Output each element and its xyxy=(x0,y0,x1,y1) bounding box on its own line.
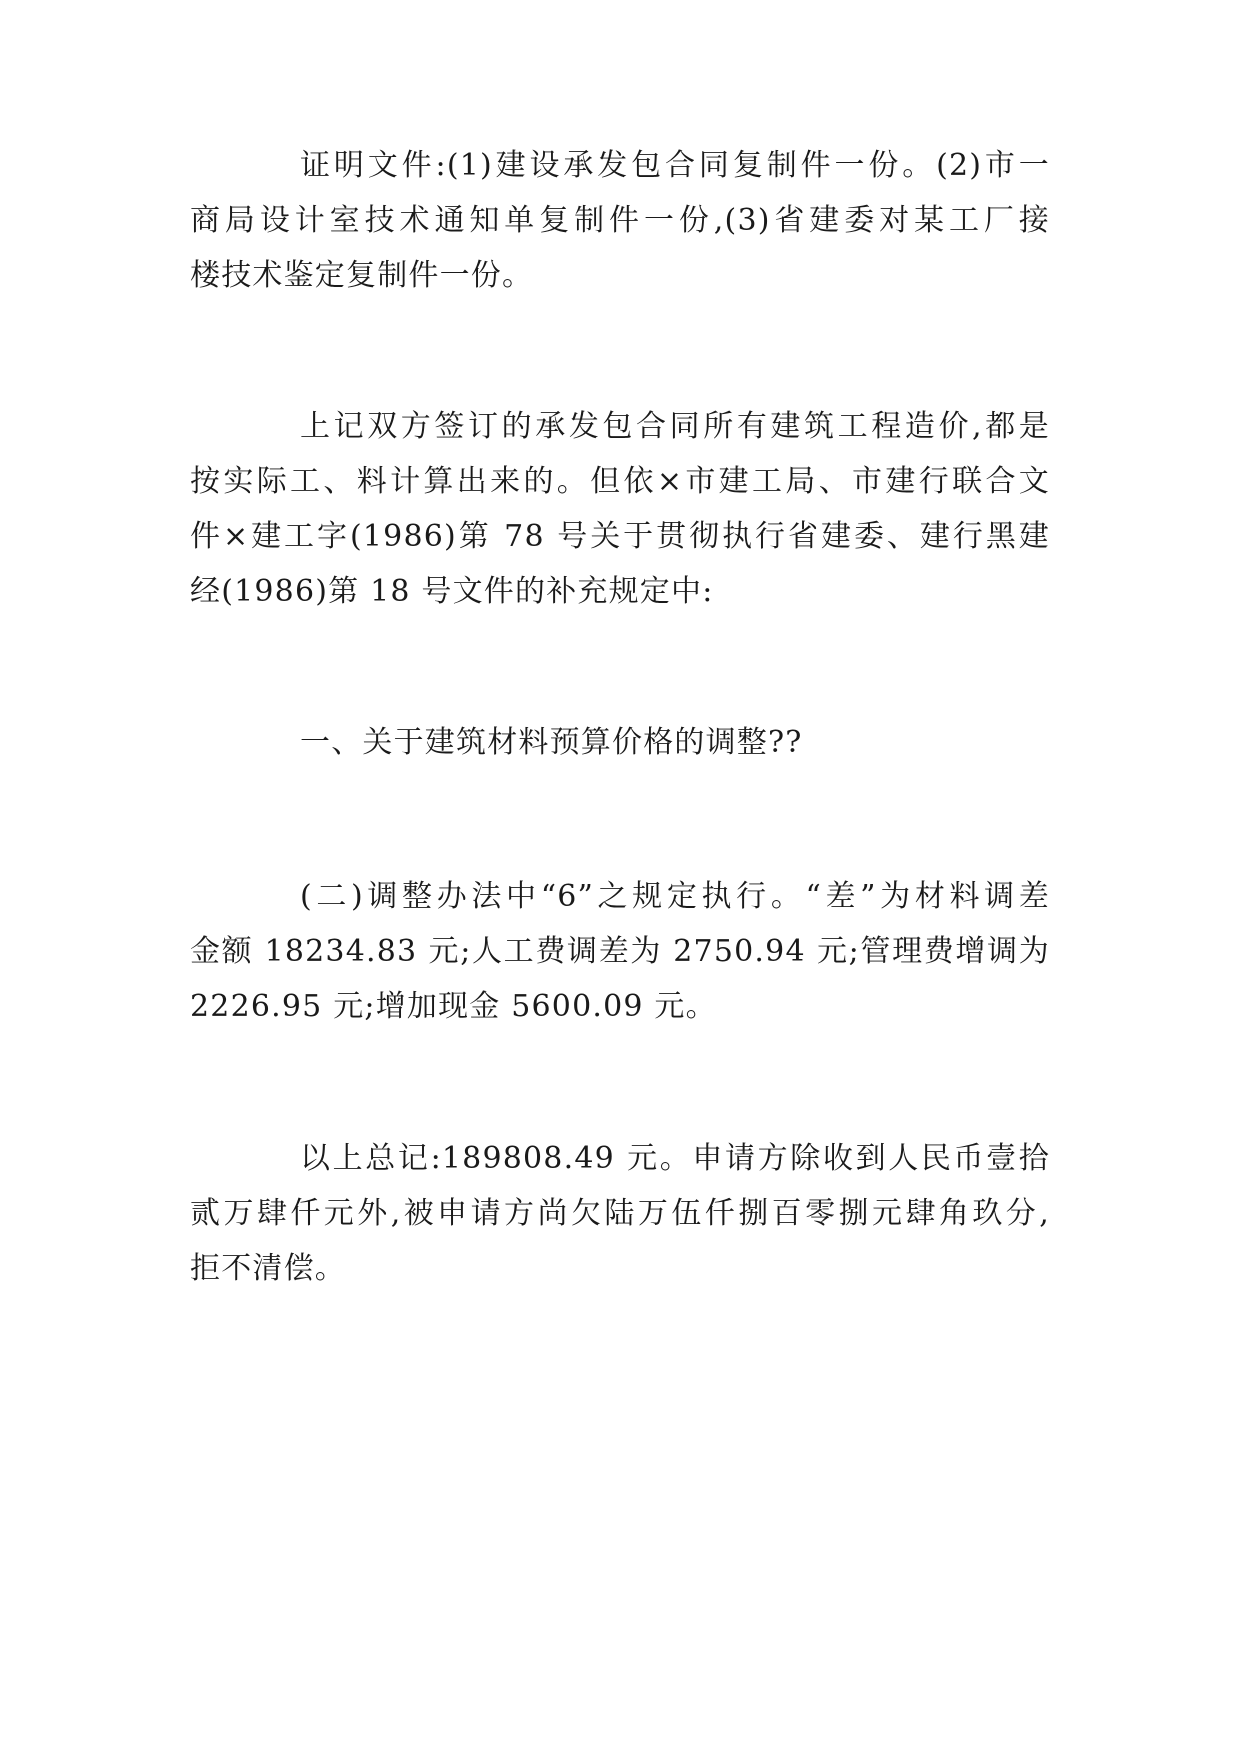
text-line: 楼技术鉴定复制件一份。 xyxy=(190,258,534,293)
text-line: 金额 18234.83 元;人工费调差为 2750.94 元;管理费增调为 xyxy=(190,934,1050,969)
text-line: 件×建工字(1986)第 78 号关于贯彻执行省建委、建行黑建 xyxy=(190,519,1050,554)
text-line: 经(1986)第 18 号文件的补充规定中: xyxy=(190,574,714,609)
text-line: 按实际工、料计算出来的。但依×市建工局、市建行联合文 xyxy=(190,464,1050,499)
section-heading: 一、关于建筑材料预算价格的调整?? xyxy=(300,725,803,760)
text-line: 上记双方签订的承发包合同所有建筑工程造价,都是 xyxy=(300,409,1050,444)
text-line: 2226.95 元;增加现金 5600.09 元。 xyxy=(190,989,717,1024)
text-line: 贰万肆仟元外,被申请方尚欠陆万伍仟捌百零捌元肆角玖分, xyxy=(190,1196,1050,1231)
text-line: 商局设计室技术通知单复制件一份,(3)省建委对某工厂接 xyxy=(190,203,1050,238)
text-line: (二)调整办法中“6”之规定执行。“差”为材料调差 xyxy=(300,879,1050,914)
text-line: 证明文件:(1)建设承发包合同复制件一份。(2)市一 xyxy=(300,148,1050,183)
text-line: 以上总记:189808.49 元。申请方除收到人民币壹拾 xyxy=(300,1141,1050,1176)
text-line: 拒不清偿。 xyxy=(190,1251,346,1286)
